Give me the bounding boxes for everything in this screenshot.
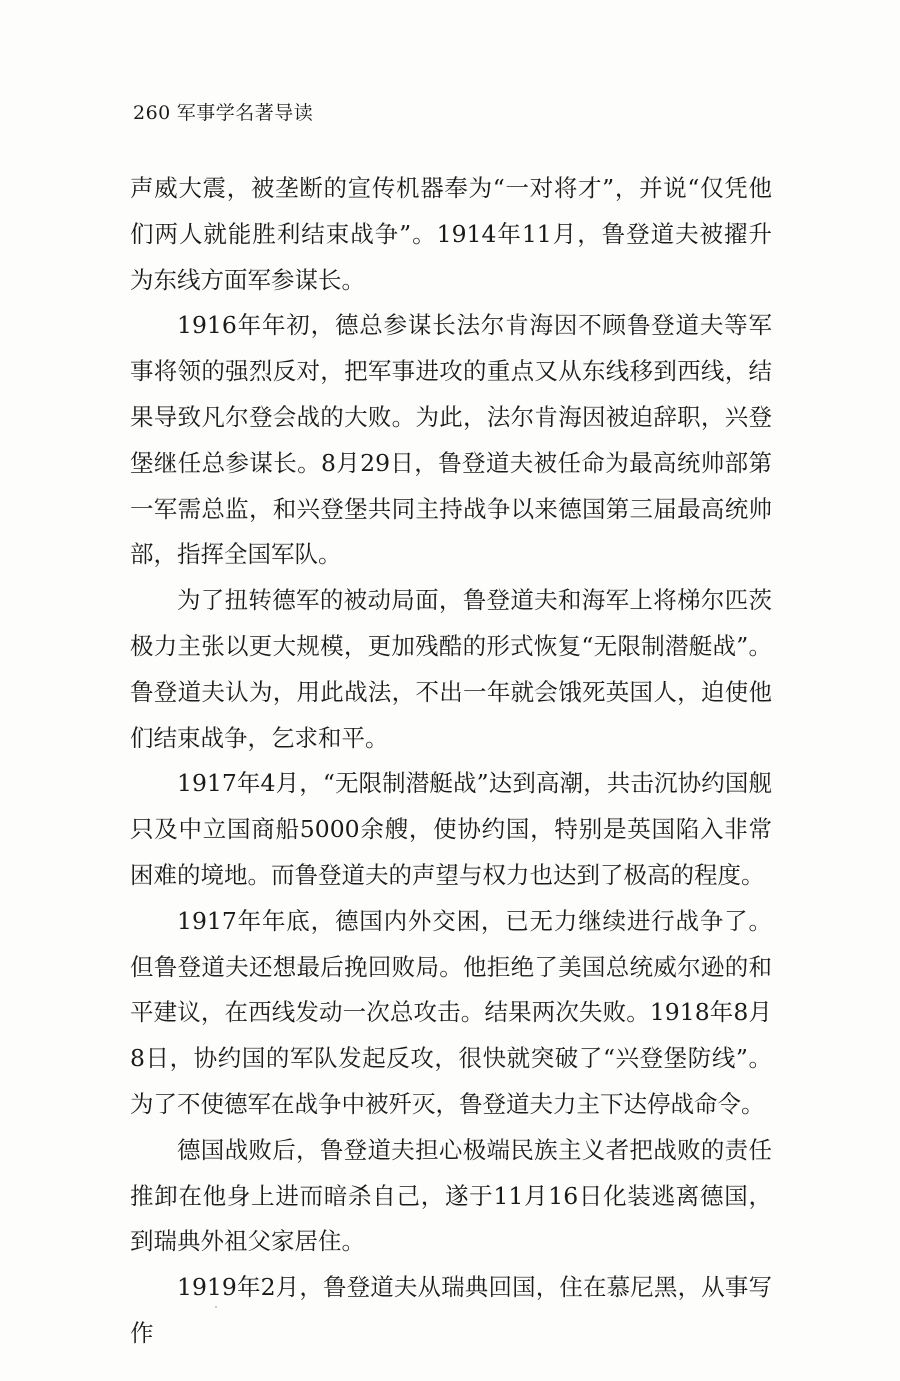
running-header [133,98,313,125]
page-number: 260 [133,102,171,124]
book-title: 军事学名著导读 [176,102,314,124]
paragraph: 德国战败后，鲁登道夫担心极端民族主义者把战败的责任推卸在他身上进而暗杀自己，遂于11月16日化装逃离德国，到瑞典外祖父家居住。 [130,1135,772,1256]
paragraph: 1917年年底，德国内外交困，已无力继续进行战争了。但鲁登道夫还想最后挽回败局。他拒绝了美国总统威尔逊的和平建议，在西线发动一次总攻击。结果两次失败。1918年8月8日，协约国的军队发起反攻，很快就突破了“兴登堡防线”。为了不使德军在战争中被歼灭，鲁登道夫力主下达停战命令。 [130,906,772,1118]
paragraph-continued: 声威大震，被垄断的宣传机器奉为“一对将才”，并说“仅凭他们两人就能胜利结束战争”。1914年11月，鲁登道夫被擢升为东线方面军参谋长。 [130,174,772,294]
paragraph: 1916年年初，德总参谋长法尔肯海因不顾鲁登道夫等军事将领的强烈反对，把军事进攻的重点又从东线移到西线，结果导致凡尔登会战的大败。为此，法尔肯海因被迫辞职，兴登堡继任总参谋长。8月29日，鲁登道夫被任命为最高统帅部第一军需总监，和兴登堡共同主持战争以来德国第三届最高统帅部，指挥全国军队。 [130,311,772,569]
paragraph: 为了扭转德军的被动局面，鲁登道夫和海军上将梯尔匹茨极力主张以更大规模，更加残酷的形式恢复“无限制潜艇战”。鲁登道夫认为，用此战法，不出一年就会饿死英国人，迫使他们结束战争，乞求和平。 [130,586,772,752]
paragraph: 1919年2月，鲁登道夫从瑞典回国，住在慕尼黑，从事写作 [130,1273,772,1347]
body-text [130,166,772,1357]
scan-dot [215,1306,217,1308]
paragraph: 1917年4月，“无限制潜艇战”达到高潮，共击沉协约国舰只及中立国商船5000余艘，使协约国，特别是英国陷入非常困难的境地。而鲁登道夫的声望与权力也达到了极高的程度。 [130,769,772,889]
